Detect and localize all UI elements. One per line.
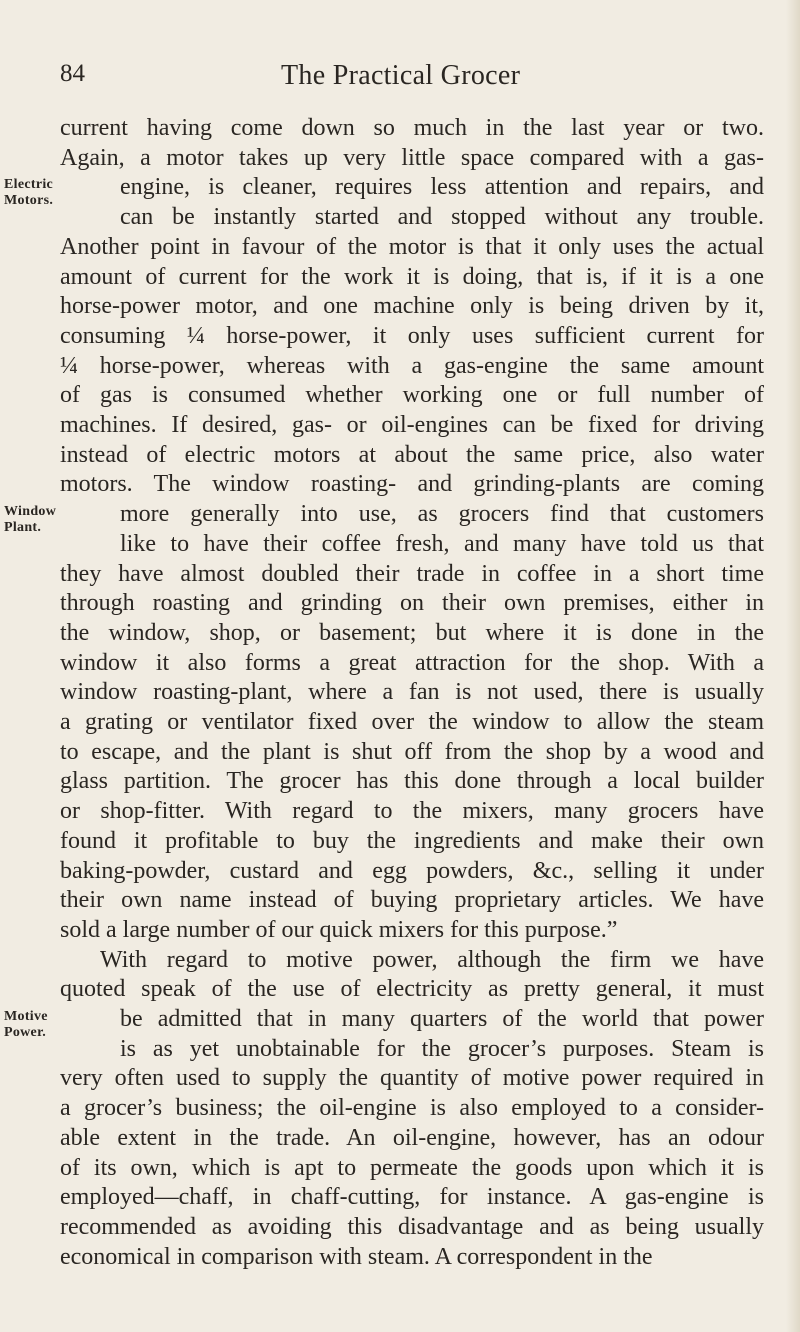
text-line: horse-power motor, and one machine only is being driven by it,: [60, 293, 764, 320]
text-line: Again, a motor takes up very little space compared with a gas-: [60, 144, 764, 171]
text-line: is as yet unobtainable for the grocer’s purposes. Steam is: [120, 1035, 764, 1062]
text-line: motors. The window roasting- and grinding-plants are coming: [60, 471, 764, 498]
text-line: amount of current for the work it is doing, that is, if it is a one: [60, 263, 764, 290]
margin-note-window-plant: [4, 504, 56, 536]
page-number: 84: [60, 60, 85, 87]
text-line: economical in comparison with steam. A correspondent in the: [60, 1243, 653, 1270]
text-line: to escape, and the plant is shut off from the shop by a wood and: [60, 738, 764, 765]
text-line: recommended as avoiding this disadvantage and as being usually: [60, 1213, 764, 1240]
text-line: of its own, which is apt to permeate the goods upon which it is: [60, 1154, 764, 1181]
text-line: sold a large number of our quick mixers for this purpose.”: [60, 916, 618, 943]
text-line: window it also forms a great attraction for the shop. With a: [60, 649, 764, 676]
text-line: can be instantly started and stopped without any trouble.: [120, 204, 764, 231]
text-line: the window, shop, or basement; but where it is done in the: [60, 619, 764, 646]
text-line: instead of electric motors at about the same price, also water: [60, 441, 764, 468]
page-edge-shadow: [786, 0, 800, 1332]
text-line: engine, is cleaner, requires less attention and repairs, and: [120, 174, 764, 201]
text-line: more generally into use, as grocers find that customers: [120, 501, 764, 528]
text-line: their own name instead of buying proprietary articles. We have: [60, 887, 764, 914]
text-line: through roasting and grinding on their own premises, either in: [60, 590, 764, 617]
text-line: With regard to motive power, although the firm we have: [100, 946, 764, 973]
margin-note-line: Electric: [4, 177, 54, 193]
margin-note-line: Motors.: [4, 193, 54, 209]
text-line: like to have their coffee fresh, and many have told us that: [120, 530, 764, 557]
text-line: machines. If desired, gas- or oil-engines can be fixed for driving: [60, 412, 764, 438]
text-line: current having come down so much in the last year or two.: [60, 115, 764, 141]
running-title: The Practical Grocer: [281, 60, 521, 91]
margin-note-motive-power: [4, 1009, 48, 1041]
text-line: a grocer’s business; the oil-engine is also employed to a consider-: [60, 1095, 764, 1122]
margin-note-line: Power.: [4, 1025, 47, 1040]
margin-note-electric-motors: [4, 177, 53, 209]
text-line: Another point in favour of the motor is that it only uses the actual: [60, 233, 764, 260]
text-line: they have almost doubled their trade in coffee in a short time: [60, 560, 764, 587]
text-line: or shop-fitter. With regard to the mixers, many grocers have: [60, 798, 764, 825]
text-line: quoted speak of the use of electricity as pretty general, it must: [60, 976, 764, 1003]
text-line: be admitted that in many quarters of the world that power: [120, 1006, 764, 1032]
text-line: employed—chaff, in chaff-cutting, for instance. A gas-engine is: [60, 1184, 764, 1211]
page-header: [60, 60, 800, 100]
text-line: consuming ¼ horse-power, it only uses sufficient current for: [60, 322, 764, 349]
margin-note-line: Motive: [4, 1009, 48, 1024]
text-line: very often used to supply the quantity of motive power required in: [60, 1065, 764, 1092]
text-line: able extent in the trade. An oil-engine, however, has an odour: [60, 1124, 764, 1151]
text-line: a grating or ventilator fixed over the window to allow the steam: [60, 709, 764, 735]
text-line: baking-powder, custard and egg powders, &c., selling it under: [60, 857, 764, 884]
margin-note-line: Plant.: [4, 520, 42, 536]
text-line: found it profitable to buy the ingredients and make their own: [60, 827, 764, 854]
text-line: ¼ horse-power, whereas with a gas-engine the same amount: [60, 352, 764, 379]
margin-note-line: Window: [4, 504, 57, 520]
text-line: window roasting-plant, where a fan is not used, there is usually: [60, 679, 764, 706]
text-line: glass partition. The grocer has this done through a local builder: [60, 768, 764, 795]
text-line: of gas is consumed whether working one or full number of: [60, 382, 764, 409]
